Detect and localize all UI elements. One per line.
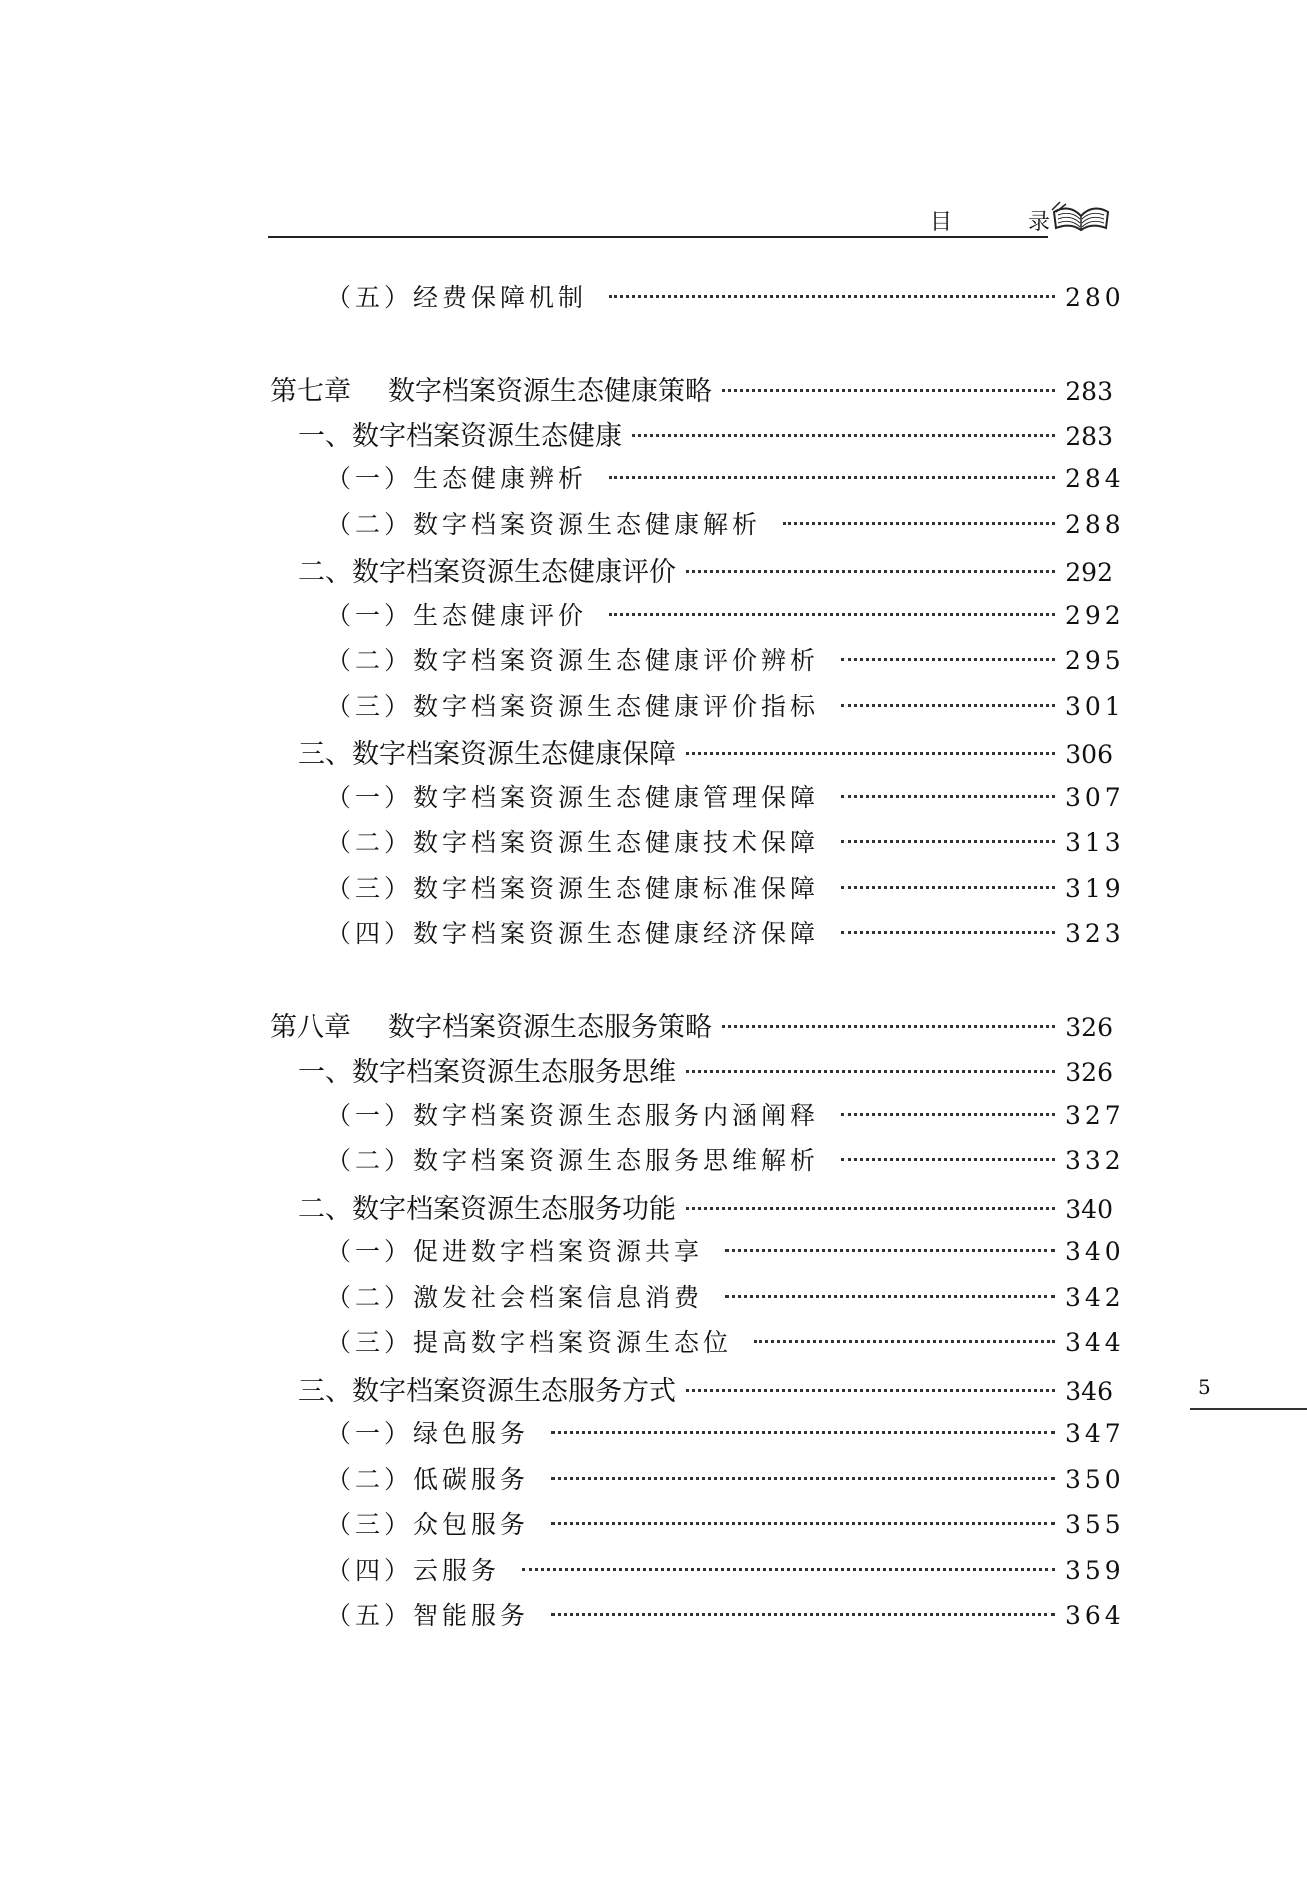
- dot-leader: [522, 1568, 1055, 1571]
- dot-leader: [551, 1477, 1055, 1480]
- dot-leader: [722, 389, 1055, 392]
- toc-entry-page: 301: [1065, 692, 1125, 721]
- toc-entry-page: 340: [1065, 1237, 1125, 1266]
- dot-leader: [686, 752, 1055, 755]
- toc-entry-page: 313: [1065, 828, 1125, 857]
- toc-entry-page: 323: [1065, 919, 1125, 948]
- toc-section-entry[interactable]: [298, 1187, 1113, 1227]
- toc-entry[interactable]: [326, 823, 1125, 863]
- toc-entry-label: （二）数字档案资源生态服务思维解析: [326, 1146, 820, 1175]
- open-book-icon: [1050, 198, 1112, 234]
- toc-entry-label: 一、数字档案资源生态服务思维: [298, 1057, 676, 1088]
- toc-entry-page: 350: [1065, 1465, 1125, 1494]
- toc-entry-label: （三）众包服务: [326, 1510, 530, 1539]
- toc-entry-page: 327: [1065, 1101, 1125, 1130]
- toc-entry[interactable]: [326, 1232, 1125, 1272]
- toc-entry[interactable]: [326, 1414, 1125, 1454]
- toc-section-entry[interactable]: [298, 1050, 1113, 1090]
- toc-entry-page: 346: [1065, 1377, 1113, 1406]
- toc-entry-page: 355: [1065, 1510, 1125, 1539]
- chapter-number: 第八章: [270, 1012, 351, 1043]
- toc-entry-label: （二）数字档案资源生态健康评价辨析: [326, 646, 820, 675]
- toc-entry-label: （三）数字档案资源生态健康标准保障: [326, 874, 820, 903]
- toc-entry[interactable]: [326, 1323, 1125, 1363]
- toc-entry[interactable]: [326, 1596, 1125, 1636]
- dot-leader: [609, 295, 1055, 298]
- toc-entry-label: （四）数字档案资源生态健康经济保障: [326, 919, 820, 948]
- toc-entry-page: 342: [1065, 1283, 1125, 1312]
- toc-entry-label: （三）数字档案资源生态健康评价指标: [326, 692, 820, 721]
- chapter-number: 第七章: [270, 376, 351, 407]
- toc-entry-label: （一）数字档案资源生态健康管理保障: [326, 783, 820, 812]
- toc-entry-label: （五）经费保障机制: [326, 283, 588, 312]
- toc-entry-label: （一）生态健康辨析: [326, 464, 588, 493]
- toc-entry-label: （一）绿色服务: [326, 1419, 530, 1448]
- toc-chapter-entry[interactable]: [270, 369, 1113, 409]
- header-rule: [268, 236, 1048, 238]
- dot-leader: [686, 1389, 1055, 1392]
- toc-entry-label: （一）数字档案资源生态服务内涵阐释: [326, 1101, 820, 1130]
- toc-entry[interactable]: [326, 459, 1125, 499]
- toc-entry-page: 292: [1065, 601, 1125, 630]
- toc-section-entry[interactable]: [298, 732, 1113, 772]
- toc-entry-label: （三）提高数字档案资源生态位: [326, 1328, 733, 1357]
- dot-leader: [686, 1070, 1055, 1073]
- toc-entry-page: 359: [1065, 1556, 1125, 1585]
- toc-entry-label: （四）云服务: [326, 1556, 501, 1585]
- toc-entry-page: 347: [1065, 1419, 1125, 1448]
- toc-entry-page: 307: [1065, 783, 1125, 812]
- toc-entry[interactable]: [326, 641, 1125, 681]
- folio-rule: [1190, 1408, 1307, 1410]
- toc-entry[interactable]: [326, 869, 1125, 909]
- toc-entry[interactable]: [326, 596, 1125, 636]
- toc-entry-page: 340: [1065, 1195, 1113, 1224]
- toc-entry[interactable]: [326, 914, 1125, 954]
- toc-entry[interactable]: [326, 778, 1125, 818]
- toc-entry[interactable]: [326, 1278, 1125, 1318]
- dot-leader: [725, 1249, 1055, 1252]
- toc-entry[interactable]: [326, 1505, 1125, 1545]
- header-char: 目: [930, 210, 953, 235]
- toc-entry-label: （二）激发社会档案信息消费: [326, 1283, 704, 1312]
- toc-section-entry[interactable]: [298, 414, 1113, 454]
- toc-entry-label: 三、数字档案资源生态健康保障: [298, 739, 676, 770]
- dot-leader: [551, 1431, 1055, 1434]
- dot-leader: [841, 931, 1055, 934]
- dot-leader: [783, 522, 1055, 525]
- page-number: 5: [1198, 1375, 1211, 1399]
- toc-entry-label: （二）数字档案资源生态健康解析: [326, 510, 762, 539]
- toc-entry-label: 三、数字档案资源生态服务方式: [298, 1376, 676, 1407]
- toc-entry-label: [270, 369, 712, 408]
- running-header-title: [930, 205, 1050, 236]
- toc-entry-page: 306: [1065, 740, 1113, 769]
- toc-entry[interactable]: [326, 1551, 1125, 1591]
- toc-entry[interactable]: [326, 1096, 1125, 1136]
- toc-entry-label: （一）促进数字档案资源共享: [326, 1237, 704, 1266]
- toc-entry-page: 326: [1065, 1058, 1113, 1087]
- toc-entry-page: 344: [1065, 1328, 1125, 1357]
- dot-leader: [686, 1207, 1055, 1210]
- dot-leader: [725, 1295, 1055, 1298]
- toc-entry[interactable]: [326, 505, 1125, 545]
- toc-entry-label: 一、数字档案资源生态健康: [298, 421, 622, 452]
- toc-entry-page: 319: [1065, 874, 1125, 903]
- toc-entry-label: （五）智能服务: [326, 1601, 530, 1630]
- toc-entry[interactable]: [326, 1460, 1125, 1500]
- toc-entry-page: 288: [1065, 510, 1125, 539]
- toc-entry-page: 292: [1065, 558, 1113, 587]
- dot-leader: [609, 476, 1055, 479]
- dot-leader: [632, 434, 1055, 437]
- dot-leader: [841, 795, 1055, 798]
- dot-leader: [722, 1025, 1055, 1028]
- toc-entry[interactable]: [326, 1141, 1125, 1181]
- header-char: 录: [1027, 210, 1050, 235]
- toc-entry-label: 二、数字档案资源生态健康评价: [298, 557, 676, 588]
- toc-entry-label: 二、数字档案资源生态服务功能: [298, 1194, 676, 1225]
- dot-leader: [609, 613, 1055, 616]
- toc-entry-label: （一）生态健康评价: [326, 601, 588, 630]
- dot-leader: [754, 1340, 1055, 1343]
- dot-leader: [841, 1113, 1055, 1116]
- dot-leader: [551, 1522, 1055, 1525]
- toc-chapter-entry[interactable]: [270, 1005, 1113, 1045]
- toc-entry-page: 364: [1065, 1601, 1125, 1630]
- chapter-title: 数字档案资源生态服务策略: [388, 1012, 712, 1043]
- toc-entry[interactable]: [326, 278, 1125, 318]
- toc-entry-page: 284: [1065, 464, 1125, 493]
- toc-section-entry[interactable]: [298, 550, 1113, 590]
- toc-entry-label: （二）低碳服务: [326, 1465, 530, 1494]
- dot-leader: [841, 1158, 1055, 1161]
- toc-entry[interactable]: [326, 687, 1125, 727]
- dot-leader: [841, 886, 1055, 889]
- chapter-title: 数字档案资源生态健康策略: [388, 376, 712, 407]
- dot-leader: [686, 570, 1055, 573]
- toc-entry-page: 332: [1065, 1146, 1125, 1175]
- toc-entry-label: [270, 1005, 712, 1044]
- toc-entry-page: 283: [1065, 377, 1113, 406]
- toc-entry-page: 326: [1065, 1013, 1113, 1042]
- toc-entry-page: 295: [1065, 646, 1125, 675]
- dot-leader: [841, 704, 1055, 707]
- dot-leader: [841, 658, 1055, 661]
- toc-entry-page: 280: [1065, 283, 1125, 312]
- toc-section-entry[interactable]: [298, 1369, 1113, 1409]
- dot-leader: [841, 840, 1055, 843]
- toc-entry-label: （二）数字档案资源生态健康技术保障: [326, 828, 820, 857]
- toc-entry-page: 283: [1065, 422, 1113, 451]
- dot-leader: [551, 1613, 1055, 1616]
